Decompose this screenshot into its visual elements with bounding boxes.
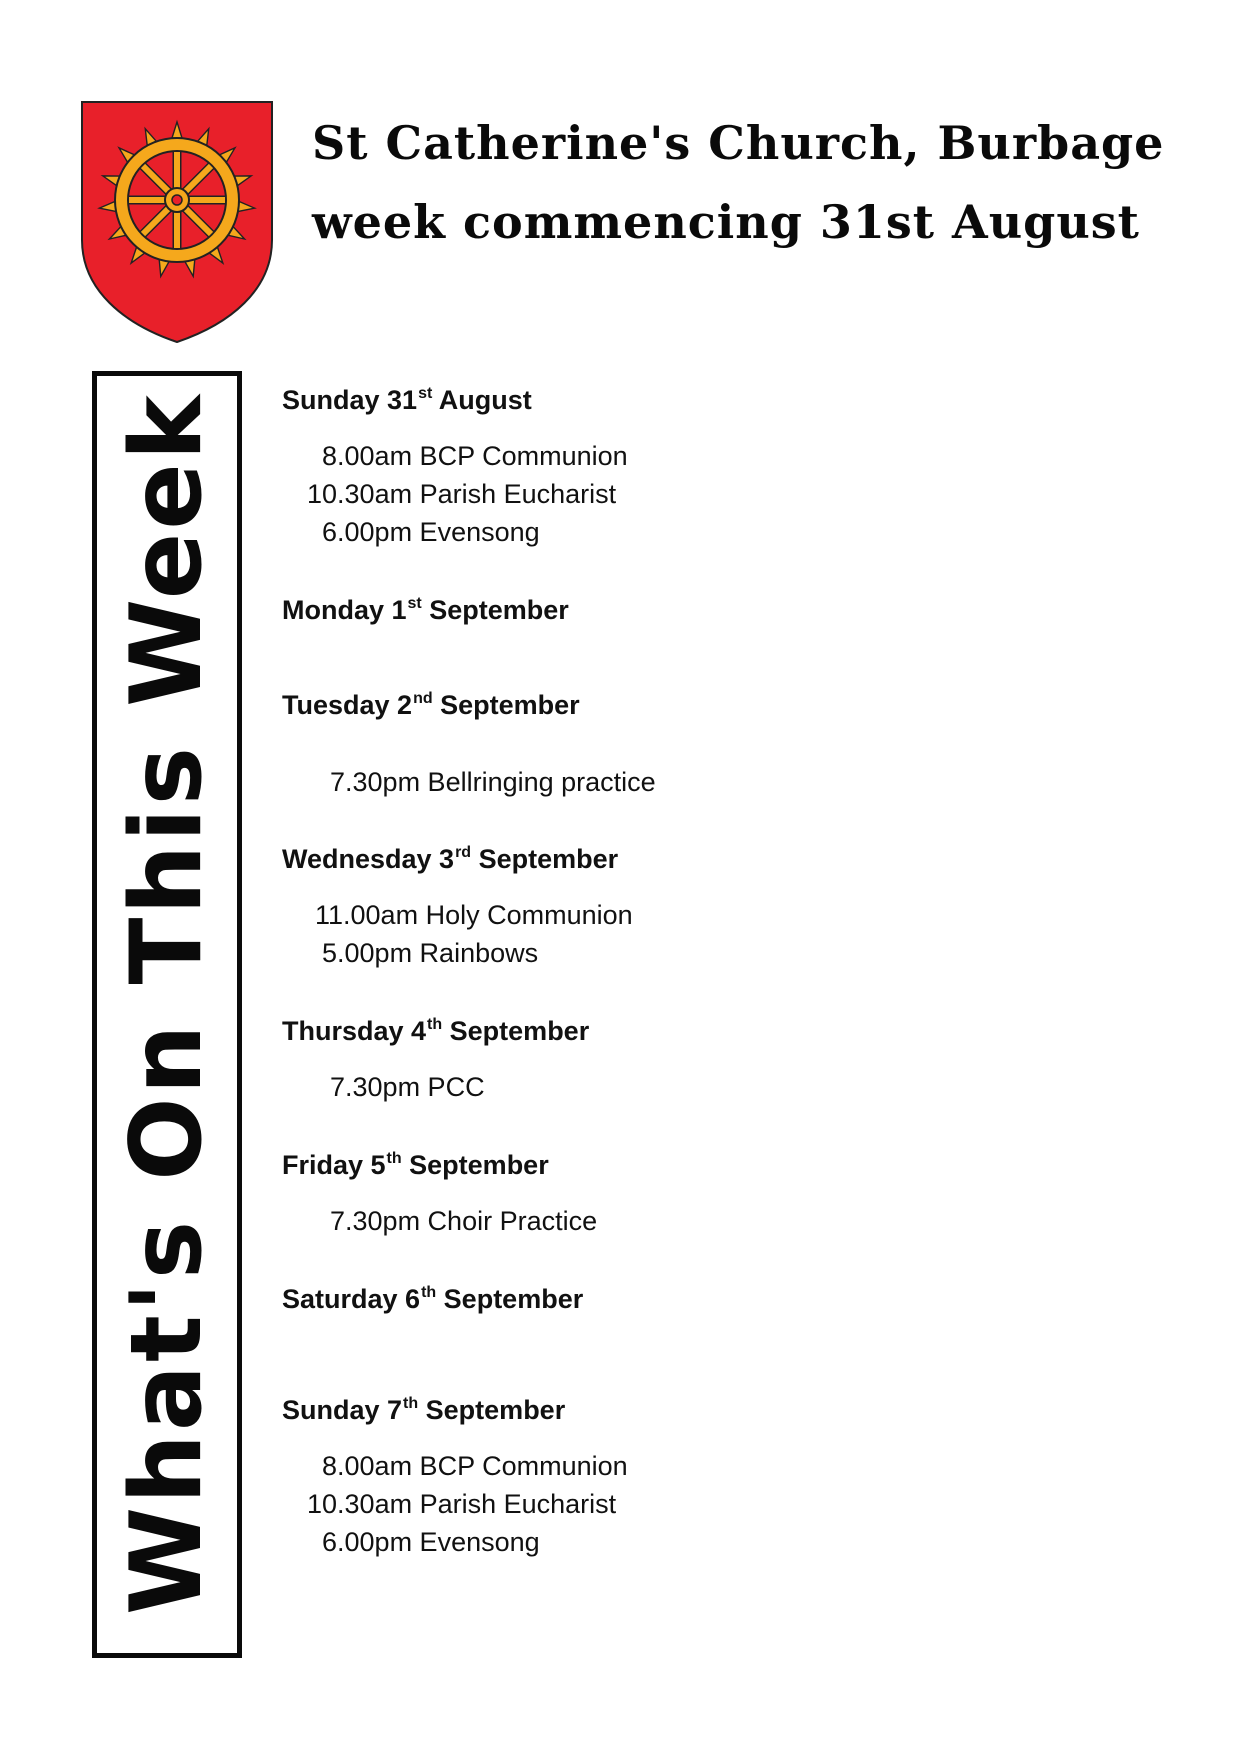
event-item: 11.00am Holy Communion: [315, 900, 633, 930]
event-item: 6.00pm Evensong: [322, 1527, 540, 1557]
whats-on-banner: [92, 371, 242, 1658]
day-heading-tuesday-2: Tuesday 2nd September: [282, 690, 580, 720]
day-heading-thursday-4: Thursday 4th September: [282, 1016, 590, 1046]
title-week-commencing: week commencing 31st August: [312, 195, 1140, 249]
day-heading-saturday-6: Saturday 6th September: [282, 1284, 584, 1314]
day-heading-wednesday-3: Wednesday 3rd September: [282, 844, 619, 874]
day-heading-monday-1: Monday 1st September: [282, 595, 569, 625]
event-item: 10.30am Parish Eucharist: [307, 479, 617, 509]
day-heading-friday-5: Friday 5th September: [282, 1150, 549, 1180]
church-crest: [80, 100, 274, 344]
event-item: 10.30am Parish Eucharist: [307, 1489, 617, 1519]
event-item: 8.00am BCP Communion: [322, 441, 628, 471]
title-church-name: St Catherine's Church, Burbage: [312, 116, 1165, 170]
event-item: 6.00pm Evensong: [322, 517, 540, 547]
event-item: 7.30pm Choir Practice: [330, 1206, 598, 1236]
event-item: 7.30pm Bellringing practice: [330, 767, 656, 797]
banner-text: What's On This Week: [110, 391, 224, 1615]
day-heading-sunday-7: Sunday 7th September: [282, 1395, 566, 1425]
event-item: 8.00am BCP Communion: [322, 1451, 628, 1481]
day-heading-sunday-31: Sunday 31st August: [282, 385, 532, 415]
catherine-wheel-shield-icon: [80, 100, 274, 344]
event-item: 5.00pm Rainbows: [322, 938, 539, 968]
event-item: 7.30pm PCC: [330, 1072, 485, 1102]
page-title: [312, 116, 1192, 249]
